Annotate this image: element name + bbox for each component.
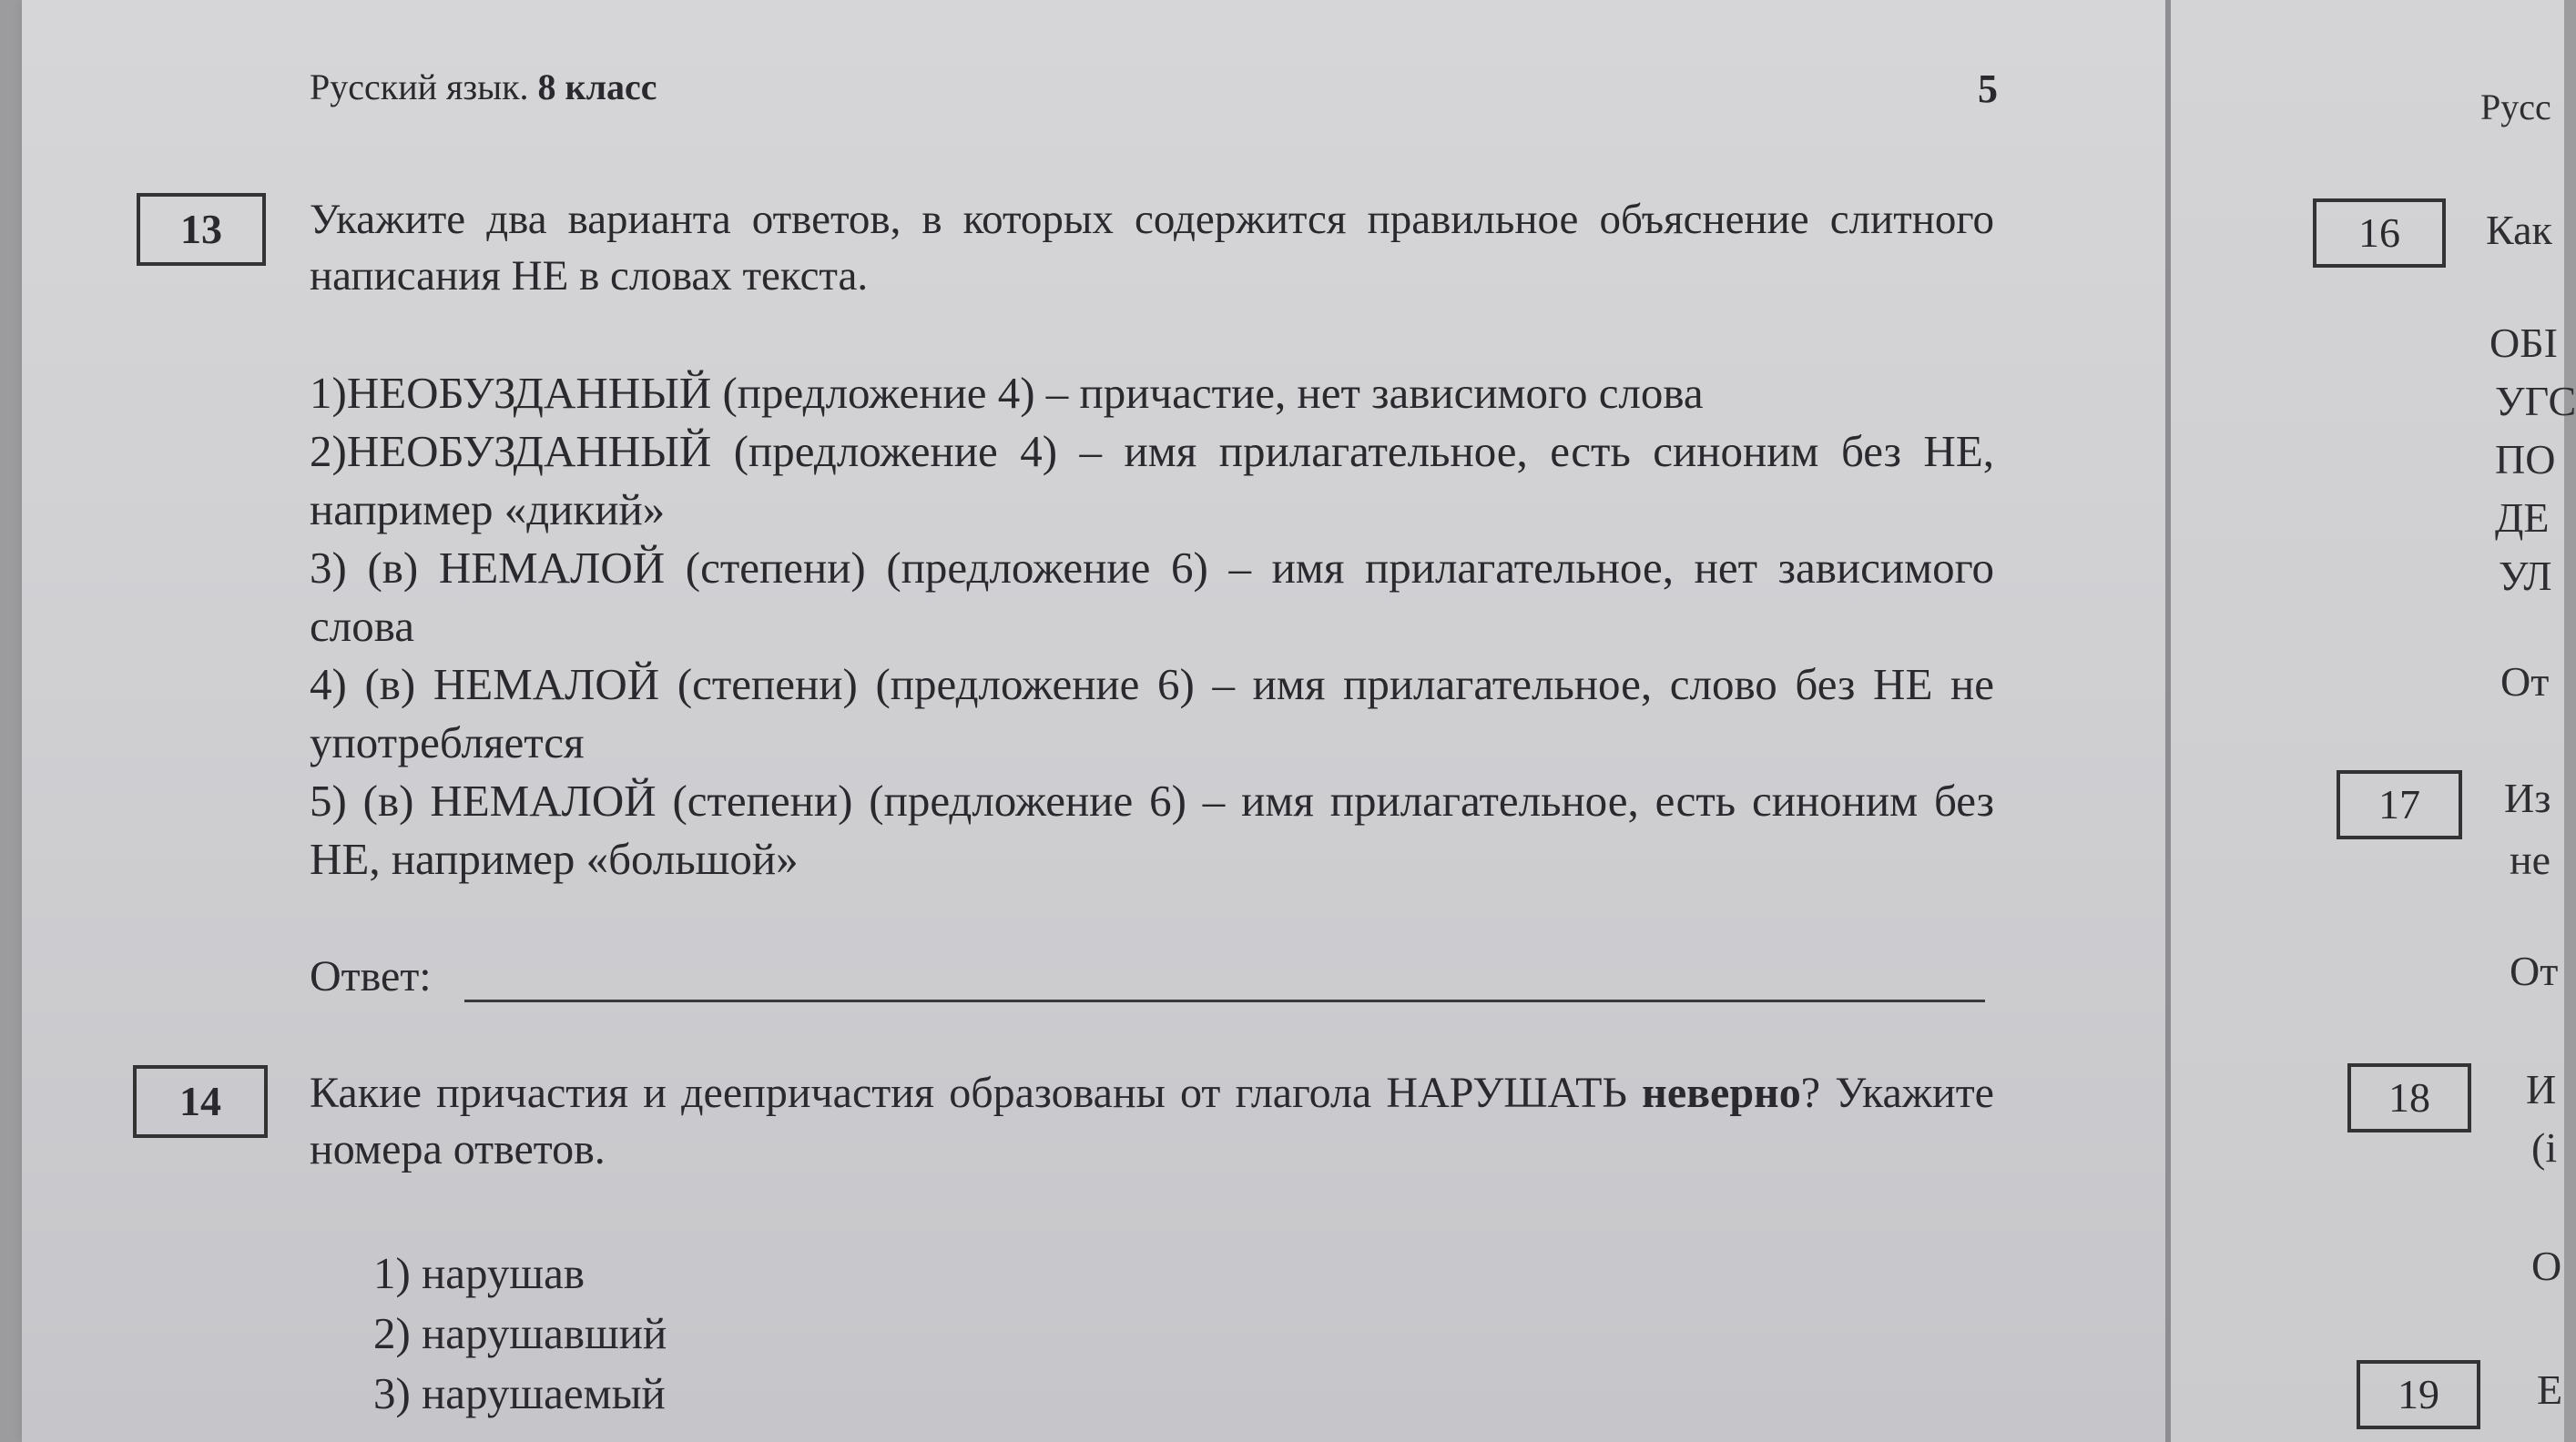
task-13-option-3: 3) (в) НЕМАЛОЙ (степени) (предложение 6) – имя прилагательное, нет зависимого слова — [310, 543, 1994, 651]
task-18-number-box: 18 — [2347, 1063, 2471, 1132]
task-13-option-4: 4) (в) НЕМАЛОЙ (степени) (предложение 6) – имя прилагательное, слово без НЕ не употребляется — [310, 659, 1994, 767]
task-14-option-3: 3) нарушаемый — [373, 1368, 666, 1418]
task-14-question-emphasis: неверно — [1642, 1069, 1801, 1117]
task-16-line-4: ДЕ — [2495, 494, 2550, 541]
page-number: 5 — [1978, 66, 1998, 111]
task-14-question — [310, 1065, 1994, 1178]
task-16-line-1: ОБІ — [2489, 320, 2558, 366]
task-18-question-fragment-2: (і — [2531, 1124, 2558, 1171]
task-17-number-box: 17 — [2337, 770, 2462, 839]
task-13-answer-label: Ответ: — [310, 952, 432, 1000]
task-16-question-fragment: Как — [2486, 207, 2552, 253]
task-13-option-5: 5) (в) НЕМАЛОЙ (степени) (предложение 6) – имя прилагательное, есть синоним без НЕ, например «большой» — [310, 776, 1994, 884]
task-13-number-box: 13 — [137, 193, 266, 266]
task-13-answer-line[interactable] — [464, 1000, 1985, 1002]
task-14-option-2: 2) нарушавший — [373, 1308, 667, 1358]
task-17-question-fragment-2: не — [2510, 837, 2551, 883]
task-14-question-text: Какие причастия и деепричастия образованы от глагола НАРУШАТЬ — [310, 1069, 1627, 1117]
task-18-answer-label: О — [2531, 1243, 2562, 1289]
task-19-question-fragment: Е — [2537, 1366, 2563, 1413]
task-18-question-fragment: И — [2526, 1066, 2557, 1112]
task-13-question: Укажите два варианта ответов, в которых содержится правильное объяснение слитного написания НЕ в словах текста. — [310, 196, 1994, 300]
page-header — [310, 66, 657, 108]
task-14-question-tail: ? Укажите номера ответов. — [310, 1069, 1994, 1173]
task-17-answer-label: От — [2510, 948, 2559, 994]
task-16-line-2: УГС — [2495, 378, 2576, 424]
right-page-header: Русс — [2480, 86, 2551, 127]
task-13-option-1: 1)НЕОБУЗДАННЫЙ (предложение 4) – причастие, нет зависимого слова — [310, 368, 1704, 418]
task-14-option-1: 1) нарушав — [373, 1248, 585, 1298]
task-16-answer-label: От — [2500, 658, 2550, 705]
task-16-line-5: УЛ — [2499, 553, 2552, 599]
task-13-options — [310, 364, 1994, 889]
subject-label: Русский язык. — [310, 66, 529, 107]
task-16-line-3: ПО — [2495, 436, 2556, 482]
task-13-option-2: 2)НЕОБУЗДАННЫЙ (предложение 4) – имя прилагательное, есть синоним без НЕ, например «дикий» — [310, 426, 1994, 534]
grade-label: 8 класс — [537, 66, 657, 107]
task-16-number-box: 16 — [2313, 198, 2446, 268]
task-19-number-box: 19 — [2357, 1360, 2480, 1429]
task-14-number-box: 14 — [133, 1065, 268, 1138]
task-17-question-fragment: Из — [2504, 775, 2551, 821]
